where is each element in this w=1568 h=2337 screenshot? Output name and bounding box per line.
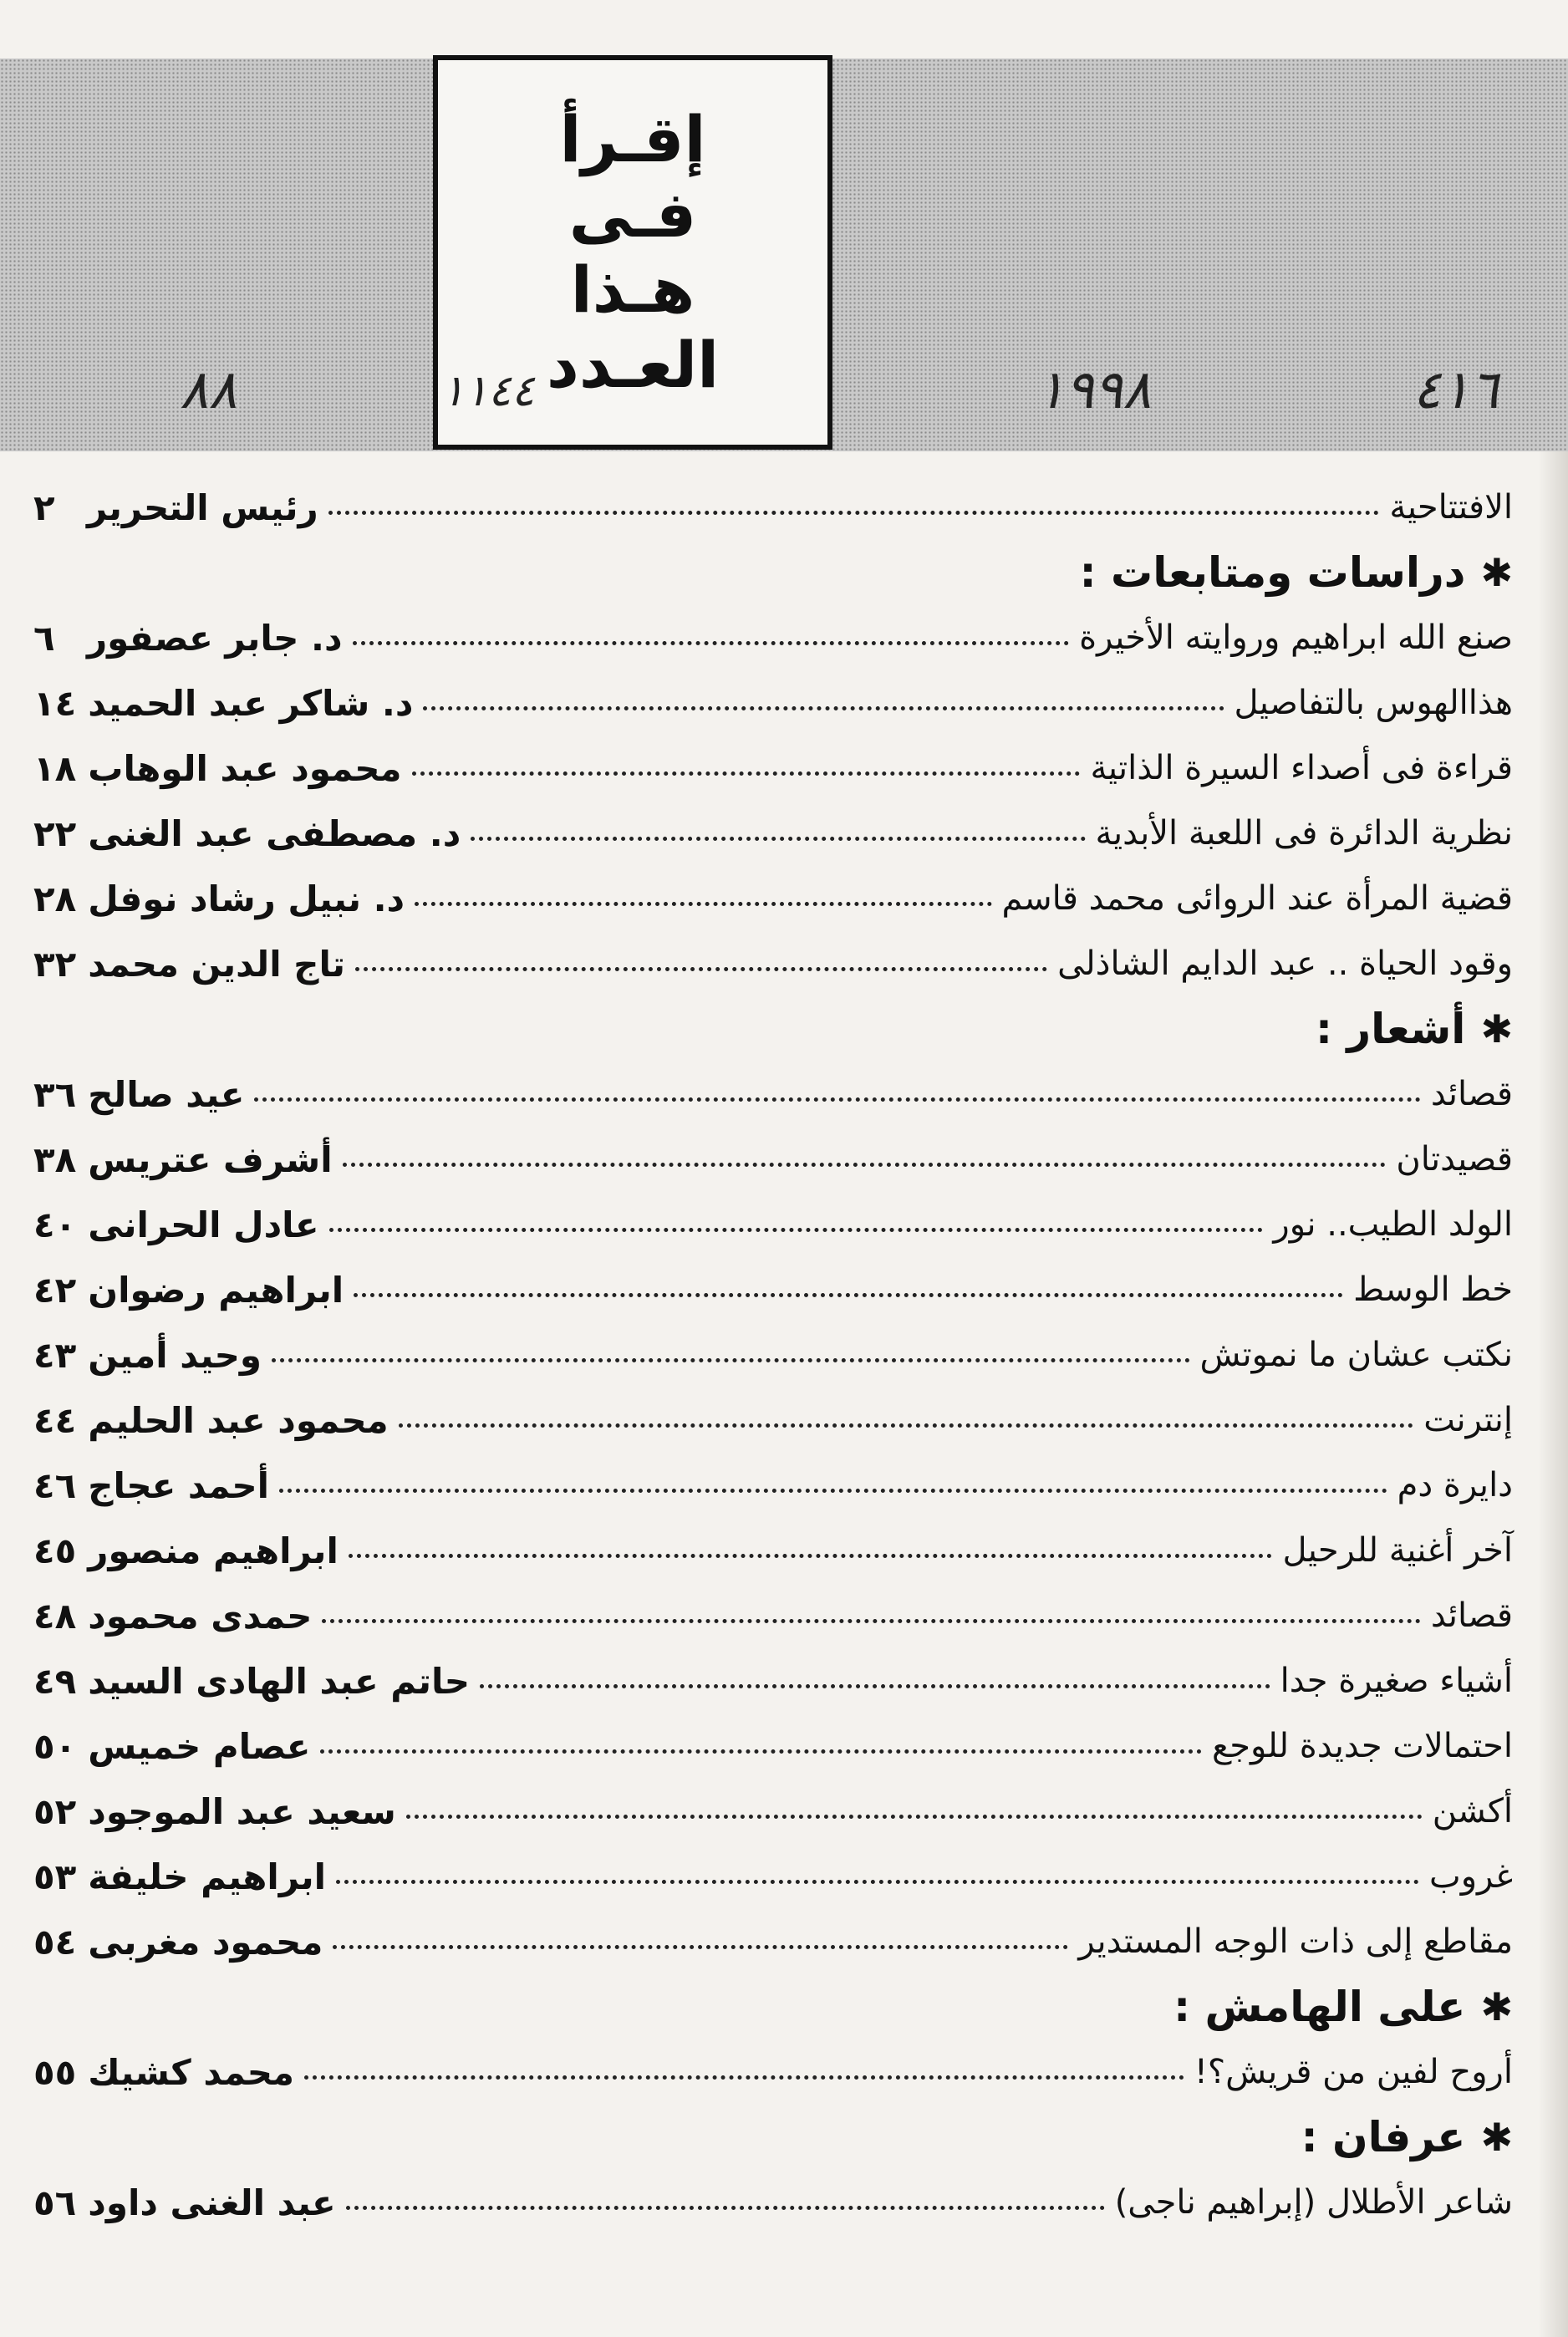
- dot-leader: [272, 1358, 1189, 1362]
- entry-author: حاتم عبد الهادى السيد: [88, 1660, 471, 1702]
- entry-title: قصيدتان: [1396, 1140, 1513, 1179]
- toc-entry[interactable]: [33, 736, 1513, 801]
- dot-leader: [328, 511, 1380, 515]
- entry-title: صنع الله ابراهيم وروايته الأخيرة: [1079, 619, 1513, 657]
- handwritten-year: ١٩٩٨: [1036, 359, 1152, 421]
- toc-entry[interactable]: [33, 1844, 1513, 1909]
- section-heading: [33, 1974, 1513, 2039]
- entry-page: ١٤: [33, 682, 77, 724]
- asterisk-icon: ✱: [1480, 550, 1513, 595]
- dot-leader: [349, 1554, 1273, 1558]
- toc-entry[interactable]: [33, 605, 1513, 670]
- dot-leader: [471, 837, 1085, 841]
- dot-leader: [355, 967, 1047, 971]
- entry-author: أحمد عجاج: [88, 1464, 269, 1506]
- section-heading: [33, 540, 1513, 605]
- entry-page: ٣٦: [33, 1073, 77, 1115]
- toc-entry[interactable]: [33, 866, 1513, 931]
- entry-page: ٥٠: [33, 1725, 77, 1767]
- entry-author: حمدى محمود: [88, 1595, 313, 1637]
- dot-leader: [333, 1945, 1068, 1949]
- dot-leader: [406, 1815, 1423, 1819]
- entry-title: شاعر الأطلال (إبراهيم ناجى): [1114, 2183, 1513, 2222]
- toc-entry[interactable]: [33, 1909, 1513, 1974]
- asterisk-icon: ✱: [1480, 1006, 1513, 1051]
- entry-page: ٣٨: [33, 1138, 77, 1180]
- toc-entry[interactable]: [33, 1583, 1513, 1648]
- section-heading: [33, 2105, 1513, 2170]
- dot-leader: [480, 1684, 1270, 1688]
- dot-leader: [415, 902, 991, 906]
- section-heading: [33, 996, 1513, 1062]
- entry-page: ٢٨: [33, 878, 77, 919]
- entry-page: ٤٢: [33, 1269, 77, 1311]
- entry-page: ٤٨: [33, 1595, 77, 1637]
- page-edge-shadow: [1538, 451, 1568, 2337]
- title-line: هـذا: [570, 252, 695, 327]
- entry-author: عادل الحرانى: [88, 1204, 319, 1245]
- entry-page: ٥٢: [33, 1790, 77, 1832]
- entry-author: ابراهيم رضوان: [88, 1269, 344, 1311]
- toc-entry[interactable]: [33, 1387, 1513, 1453]
- handwritten-note-left: ٨٨: [180, 359, 237, 421]
- entry-page: ٤٣: [33, 1334, 77, 1376]
- section-heading-label: أشعار :: [1315, 1005, 1466, 1053]
- toc-entry[interactable]: [33, 931, 1513, 996]
- asterisk-icon: ✱: [1480, 2115, 1513, 2160]
- entry-author: رئيس التحرير: [87, 486, 318, 528]
- toc-entry[interactable]: [33, 1192, 1513, 1257]
- entry-author: عصام خميس: [88, 1725, 311, 1767]
- toc-entry[interactable]: [33, 801, 1513, 866]
- toc-entry[interactable]: [33, 670, 1513, 736]
- entry-author: ابراهيم منصور: [88, 1530, 339, 1571]
- dot-leader: [279, 1489, 1387, 1493]
- asterisk-icon: ✱: [1480, 1984, 1513, 2029]
- entry-page: ٥٥: [33, 2051, 77, 2093]
- entry-title: آخر أغنية للرحيل: [1282, 1531, 1513, 1570]
- entry-title: قضية المرأة عند الروائى محمد قاسم: [1001, 879, 1513, 918]
- dot-leader: [320, 1749, 1201, 1754]
- section-heading-label: على الهامش :: [1173, 1983, 1466, 2031]
- dot-leader: [354, 1293, 1343, 1297]
- toc-entry[interactable]: [33, 475, 1513, 540]
- entry-author: محمود مغربى: [88, 1921, 323, 1963]
- entry-title: نظرية الدائرة فى اللعبة الأبدية: [1095, 814, 1513, 853]
- entry-author: عبد الغنى داود: [88, 2182, 336, 2223]
- entry-author: محمود عبد الحليم: [88, 1399, 389, 1441]
- entry-page: ٢: [33, 486, 55, 528]
- entry-title: وقود الحياة .. عبد الدايم الشاذلى: [1057, 944, 1513, 983]
- entry-title: قراءة فى أصداء السيرة الذاتية: [1090, 749, 1513, 787]
- entry-page: ١٨: [33, 747, 77, 789]
- entry-title: خط الوسط: [1353, 1270, 1513, 1309]
- dot-leader: [399, 1423, 1414, 1428]
- entry-page: ٣٢: [33, 943, 77, 985]
- entry-title: غروب: [1429, 1857, 1513, 1896]
- dot-leader: [329, 1228, 1264, 1232]
- toc-entry[interactable]: [33, 1453, 1513, 1518]
- entry-author: تاج الدين محمد: [88, 943, 346, 985]
- dot-leader: [346, 2206, 1105, 2210]
- toc-entry[interactable]: [33, 1127, 1513, 1192]
- entry-author: محمود عبد الوهاب: [88, 747, 402, 789]
- entry-page: ٤٤: [33, 1399, 77, 1441]
- dot-leader: [423, 706, 1224, 710]
- entry-author: أشرف عتريس: [88, 1138, 333, 1180]
- entry-author: محمد كشيك: [88, 2051, 295, 2093]
- entry-title: أشياء صغيرة جدا: [1280, 1662, 1513, 1700]
- entry-author: ابراهيم خليفة: [88, 1856, 327, 1897]
- entry-page: ٥٦: [33, 2182, 77, 2223]
- dot-leader: [322, 1619, 1420, 1623]
- toc-entry[interactable]: [33, 1322, 1513, 1387]
- entry-page: ٤٥: [33, 1530, 77, 1571]
- entry-author: د. نبيل رشاد نوفل: [88, 878, 405, 919]
- entry-title: إنترنت: [1423, 1401, 1513, 1439]
- entry-author: د. جابر عصفور: [87, 617, 343, 659]
- entry-title: مقاطع إلى ذات الوجه المستدير: [1078, 1922, 1513, 1961]
- entry-page: ٤٩: [33, 1660, 77, 1702]
- toc-entry[interactable]: [33, 2039, 1513, 2105]
- handwritten-note-right: ٤١٦: [1413, 359, 1499, 421]
- entry-title: نكتب عشان ما نموتش: [1199, 1336, 1513, 1374]
- toc-entry[interactable]: [33, 1257, 1513, 1322]
- entry-author: د. شاكر عبد الحميد: [88, 682, 414, 724]
- toc-entry[interactable]: [33, 2170, 1513, 2235]
- entry-title: الافتتاحية: [1389, 488, 1513, 527]
- dot-leader: [254, 1097, 1420, 1102]
- handwritten-note-box: ١١٤٤: [441, 366, 535, 416]
- entry-author: د. مصطفى عبد الغنى: [88, 812, 461, 854]
- entry-page: ٤٦: [33, 1464, 77, 1506]
- toc-entry[interactable]: [33, 1713, 1513, 1779]
- title-line: فـى: [568, 177, 697, 252]
- entry-title: هذاالهوس بالتفاصيل: [1234, 684, 1513, 722]
- section-heading-label: دراسات ومتابعات :: [1079, 548, 1466, 597]
- entry-title: احتمالات جديدة للوجع: [1211, 1727, 1513, 1765]
- entry-title: الولد الطيب.. نور: [1273, 1205, 1513, 1244]
- toc-entry[interactable]: [33, 1779, 1513, 1844]
- entry-title: أروح لفين من قريش؟!: [1194, 2053, 1513, 2091]
- entry-author: سعيد عبد الموجود: [88, 1790, 396, 1832]
- entry-author: وحيد أمين: [88, 1334, 262, 1376]
- toc-entry[interactable]: [33, 1648, 1513, 1713]
- dot-leader: [343, 1163, 1387, 1167]
- entry-title: قصائد: [1430, 1075, 1513, 1113]
- title-line: العـدد: [546, 328, 720, 402]
- entry-page: ٤٠: [33, 1204, 77, 1245]
- title-line: إقـرأ: [559, 102, 706, 176]
- entry-page: ٥٣: [33, 1856, 77, 1897]
- dot-leader: [353, 641, 1070, 645]
- dot-leader: [304, 2075, 1184, 2080]
- toc-entry[interactable]: [33, 1518, 1513, 1583]
- dot-leader: [412, 771, 1081, 776]
- entry-title: دايرة دم: [1397, 1466, 1513, 1505]
- section-heading-label: عرفان :: [1301, 2113, 1466, 2161]
- entry-author: عيد صالح: [88, 1073, 245, 1115]
- dot-leader: [336, 1880, 1419, 1884]
- entry-page: ٥٤: [33, 1921, 77, 1963]
- entry-page: ٦: [33, 617, 55, 659]
- entry-title: قصائد: [1430, 1596, 1513, 1635]
- entry-page: ٢٢: [33, 812, 77, 854]
- table-of-contents: [33, 475, 1513, 2235]
- toc-entry[interactable]: [33, 1062, 1513, 1127]
- entry-title: أكشن: [1432, 1792, 1513, 1830]
